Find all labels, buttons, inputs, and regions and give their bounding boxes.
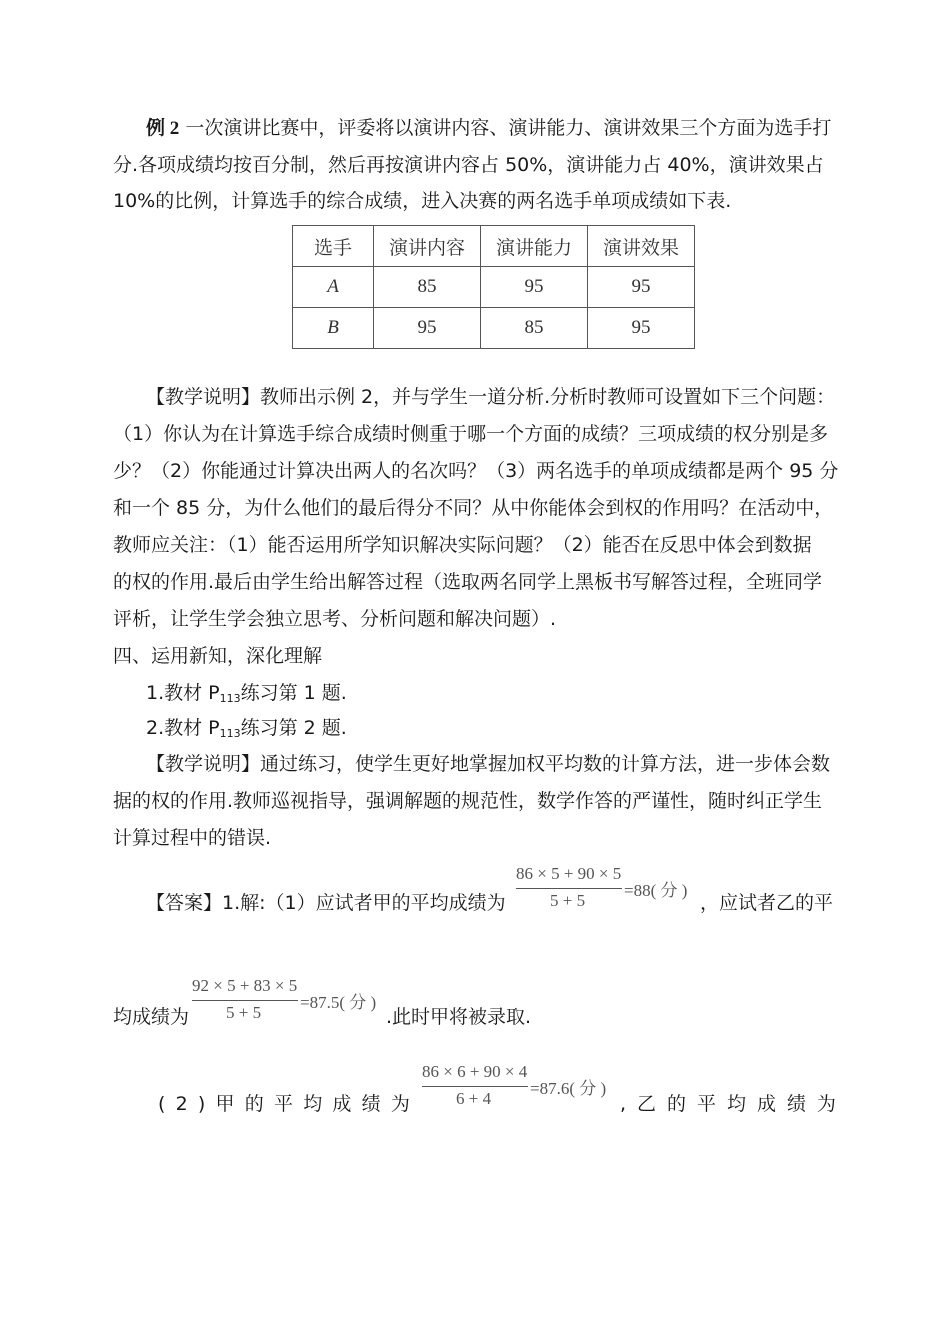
- char: 2: [175, 1093, 188, 1115]
- char: ): [197, 1093, 206, 1115]
- exercise-2: [146, 716, 347, 746]
- formula-3: [422, 1062, 622, 1112]
- table-row: [293, 308, 695, 349]
- char: 平: [273, 1093, 293, 1115]
- char: 为: [390, 1093, 410, 1115]
- formula-2-denominator: 5 + 5: [226, 1003, 262, 1022]
- exercise-1-suffix: 练习第 1 题.: [240, 682, 347, 704]
- formula-2: [192, 976, 392, 1026]
- char: 均: [726, 1093, 746, 1115]
- char: 的: [244, 1093, 264, 1115]
- note2-line-3: 计算过程中的错误.: [113, 827, 272, 849]
- note1-line-7: 评析，让学生学会独立思考、分析问题和解决问题）.: [113, 608, 557, 630]
- exercise-1-prefix: 1.教材 P: [146, 682, 220, 704]
- answer-line-1-prefix: 【答案】1.解:（1）应试者甲的平均成绩为: [146, 892, 506, 914]
- note2-line-1: 【教学说明】通过练习，使学生更好地掌握加权平均数的计算方法，进一步体会数: [146, 753, 831, 775]
- table-cell: A: [293, 267, 374, 308]
- score-table: [292, 225, 695, 349]
- char: 乙: [637, 1093, 657, 1115]
- note1-line-4: 和一个 85 分，为什么他们的最后得分不同？从中你能体会到权的作用吗？在活动中，: [113, 497, 834, 519]
- formula-2-numerator: 92 × 5 + 83 × 5: [192, 976, 298, 995]
- table-header-row: [293, 226, 695, 267]
- exercise-1: [146, 681, 347, 711]
- table-cell: 95: [588, 267, 695, 308]
- note1-line-6: 的权的作用.最后由学生给出解答过程（选取两名同学上黑板书写解答过程，全班同学: [113, 571, 823, 593]
- answer-line-3-lead: [158, 1092, 410, 1116]
- char: 成: [332, 1093, 352, 1115]
- formula-1-numerator: 86 × 5 + 90 × 5: [516, 864, 622, 883]
- answer-line-2-prefix: 均成绩为: [113, 1006, 190, 1028]
- example-text-1: 一次演讲比赛中，评委将以演讲内容、演讲能力、演讲效果三个方面为选手打: [185, 117, 832, 139]
- char: 为: [816, 1093, 836, 1115]
- example-line-2: 分.各项成绩均按百分制，然后再按演讲内容占 50%，演讲能力占 40%，演讲效果占: [113, 154, 824, 176]
- example-line-1: [146, 116, 831, 141]
- table-header-cell: 演讲内容: [374, 226, 481, 267]
- exercise-2-suffix: 练习第 2 题.: [240, 717, 347, 739]
- example-label: 例 2: [146, 118, 180, 139]
- example-line-3: 10%的比例，计算选手的综合成绩，进入决赛的两名选手单项成绩如下表.: [113, 190, 732, 212]
- formula-3-numerator: 86 × 6 + 90 × 4: [422, 1062, 528, 1081]
- char: ,: [620, 1093, 627, 1115]
- formula-2-fraction-bar: [192, 1000, 298, 1001]
- table-header-cell: 选手: [293, 226, 374, 267]
- answer-line-3-tail: [620, 1092, 836, 1116]
- exercise-2-page: 113: [219, 727, 241, 740]
- table-cell: B: [293, 308, 374, 349]
- char: (: [158, 1093, 166, 1115]
- formula-1-result: =88( 分 ): [624, 881, 688, 900]
- char: 均: [303, 1093, 323, 1115]
- char: 绩: [786, 1093, 806, 1115]
- note1-line-2: （1）你认为在计算选手综合成绩时侧重于哪一个方面的成绩？三项成绩的权分别是多: [113, 423, 829, 445]
- note1-line-5: 教师应关注：（1）能否运用所学知识解决实际问题？（2）能否在反思中体会到数据: [113, 534, 812, 556]
- char: 成: [756, 1093, 776, 1115]
- char: 甲: [215, 1093, 235, 1115]
- table-cell: 95: [481, 267, 588, 308]
- note2-line-2: 据的权的作用.教师巡视指导，强调解题的规范性，数学作答的严谨性，随时纠正学生: [113, 790, 823, 812]
- table-cell: 85: [374, 267, 481, 308]
- formula-2-result: =87.5( 分 ): [300, 993, 377, 1012]
- char: 平: [696, 1093, 716, 1115]
- section4-title: 四、运用新知，深化理解: [113, 645, 323, 667]
- table-header-cell: 演讲效果: [588, 226, 695, 267]
- formula-1-denominator: 5 + 5: [550, 891, 586, 910]
- note1-line-3: 少？（2）你能通过计算决出两人的名次吗？（3）两名选手的单项成绩都是两个 95 分: [113, 460, 839, 482]
- answer-line-2-suffix: .此时甲将被录取.: [386, 1006, 532, 1028]
- exercise-1-page: 113: [219, 692, 241, 705]
- table-row: [293, 267, 695, 308]
- table-cell: 95: [588, 308, 695, 349]
- exercise-2-prefix: 2.教材 P: [146, 717, 220, 739]
- formula-1-fraction-bar: [516, 888, 622, 889]
- formula-3-result: =87.6( 分 ): [530, 1079, 607, 1098]
- char: 绩: [361, 1093, 381, 1115]
- table-cell: 95: [374, 308, 481, 349]
- note1-line-1: 【教学说明】教师出示例 2，并与学生一道分析.分析时教师可设置如下三个问题：: [146, 386, 836, 408]
- table-cell: 85: [481, 308, 588, 349]
- formula-3-fraction-bar: [422, 1086, 528, 1087]
- formula-1: [516, 864, 706, 914]
- answer-line-1-suffix: ，应试者乙的平: [700, 892, 834, 914]
- table-header-cell: 演讲能力: [481, 226, 588, 267]
- char: 的: [667, 1093, 687, 1115]
- formula-3-denominator: 6 + 4: [456, 1089, 492, 1108]
